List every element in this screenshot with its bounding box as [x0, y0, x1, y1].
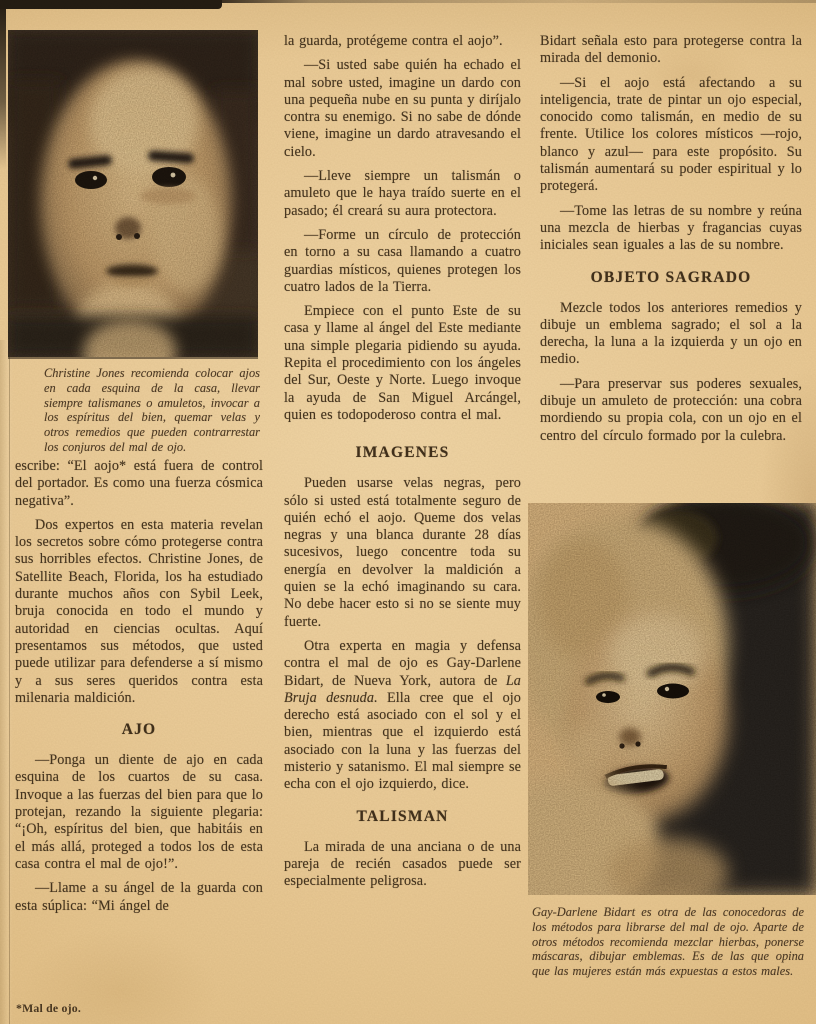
book-title: La Bruja desnuda. — [284, 672, 521, 706]
body-paragraph: Empiece con el punto Este de su casa y llame al ángel del Este mediante una simple plegaria pidiendo su ayuda. Repita el procedimiento con los ángeles del Sur, Oeste y Norte. Luego invoque la ayuda de San Miguel Arcángel, quien es todopoderoso contra el mal. — [284, 303, 521, 423]
body-paragraph: —Tome las letras de su nombre y reúna una mezcla de hierbas y fragancias cuyas iniciales sean iguales a las de su nombre. — [540, 202, 802, 254]
section-heading-imagenes: IMAGENES — [355, 444, 450, 462]
gay-darlene-bidart-photo — [528, 503, 816, 895]
scan-left-margin — [0, 340, 13, 1024]
photo-caption-bidart: Gay-Darlene Bidart es otra de las conocedoras de los métodos para librarse del mal de ojo. Aparte de otros métodos recomienda mezclar hierbas, ponerse máscaras, dibujar emblemas. Es de las que opina que las mujeres están más expuestas a estos males. — [532, 905, 804, 979]
body-paragraph: Pueden usarse velas negras, pero sólo si usted está totalmente seguro de quién echó el aojo. Queme dos velas negras y una blanca durante 28 días sucesivos, luego concentre toda su energía en devolver la maldición a quien se la echó imaginando su cara. No debe hacer esto si no se siente muy fuerte. — [284, 475, 521, 630]
body-paragraph: La mirada de una anciana o de una pareja de recién casados puede ser especialmente peligrosa. — [284, 838, 521, 890]
body-paragraph: escribe: “El aojo* está fuera de control del portador. Es como una fuerza cósmica negativa”. — [15, 458, 263, 509]
photo-caption-christine: Christine Jones recomienda colocar ajos en cada esquina de la casa, llevar siempre talismanes o amuletos, invocar a los espíritus del bien, quemar velas y otros remedios que pueden contrarrestar los conjuros del mal de ojo. — [44, 366, 260, 454]
body-paragraph: —Forme un círculo de protección en torno a su casa llamando a cuatro guardias místicos, quienes protegen los cuatro lados de la Tierra. — [284, 226, 521, 295]
scan-top-edge-dark — [0, 0, 222, 9]
scan-left-crease — [9, 350, 10, 1024]
body-paragraph: —Si usted sabe quién ha echado el mal sobre usted, imagine un dardo con una pequeña nube en su punta y diríjalo contra su enemigo. Si no sabe de dónde viene, imagine un dardo atravesando el cielo. — [284, 57, 521, 160]
paragraph-text: Otra experta en magia y defensa contra el mal de ojo es Gay-Darlene Bidart, de Nueva York, autora de — [284, 637, 521, 689]
body-paragraph: —Ponga un diente de ajo en cada esquina de los cuartos de su casa. Invoque a las fuerzas del bien para que lo protejan, rezando la siguiente plegaria: “¡Oh, espíritus del bien, que habitáis en el más allá, proteged a todos los de esta casa contra el mal de ojo!”. — [15, 752, 263, 872]
middle-column — [284, 33, 521, 897]
section-heading-talisman: TALISMAN — [356, 807, 449, 825]
body-paragraph — [284, 638, 521, 794]
footnote-mal-de-ojo: *Mal de ojo. — [16, 1001, 81, 1015]
body-paragraph: —Llame a su ángel de la guarda con esta súplica: “Mi ángel de — [15, 880, 263, 914]
left-column — [15, 458, 263, 922]
right-column — [540, 33, 802, 452]
body-paragraph: —Lleve siempre un talismán o amuleto que le haya traído suerte en el pasado; él creará su aura protectora. — [284, 168, 521, 219]
christine-jones-photo — [8, 30, 258, 357]
section-heading-objeto-sagrado: OBJETO SAGRADO — [590, 268, 752, 286]
body-paragraph: Bidart señala esto para protegerse contra la mirada del demonio. — [540, 33, 802, 67]
body-paragraph: Mezcle todos los anteriores remedios y dibuje un emblema sagrado; el sol a la derecha, la luna a la izquierda y un ojo en medio. — [540, 299, 802, 368]
section-heading-ajo: AJO — [121, 721, 157, 739]
body-paragraph: —Si el aojo está afectando a su inteligencia, trate de pintar un ojo especial, conocido como talismán, en medio de su frente. Utilice los colores místicos —rojo, blanco y azul— para este propósito. Su talismán aumentará su poder espiritual y lo protegerá. — [540, 74, 802, 195]
body-paragraph: Dos expertos en esta materia revelan los secretos sobre cómo protegerse contra sus horribles efectos. Christine Jones, de Satellite Beach, Florida, los ha estudiado durante muchos años con Sybil Leek, bruja conocida en todo el mundo y autoridad en ciencias ocultas. Aquí presentamos sus métodos, que usted puede utilizar para defenderse a sí mismo y a sus seres queridos contra esta milenaria maldición. — [15, 516, 263, 706]
scan-left-edge — [0, 0, 6, 170]
paragraph-text: Ella cree que el ojo derecho está asociado con el sol y el bien, mientras que el izquierdo está asociado con la luna y las fuerzas del misterio y satanismo. El mal siempre se echa con el ojo izquierdo, dice. — [284, 689, 521, 793]
body-paragraph: la guarda, protégeme contra el aojo”. — [284, 33, 503, 49]
body-paragraph: —Para preservar sus poderes sexuales, dibuje un amuleto de protección: una cobra mordiendo su propia cola, con un ojo en el centro del círculo formado por la culebra. — [540, 375, 802, 444]
